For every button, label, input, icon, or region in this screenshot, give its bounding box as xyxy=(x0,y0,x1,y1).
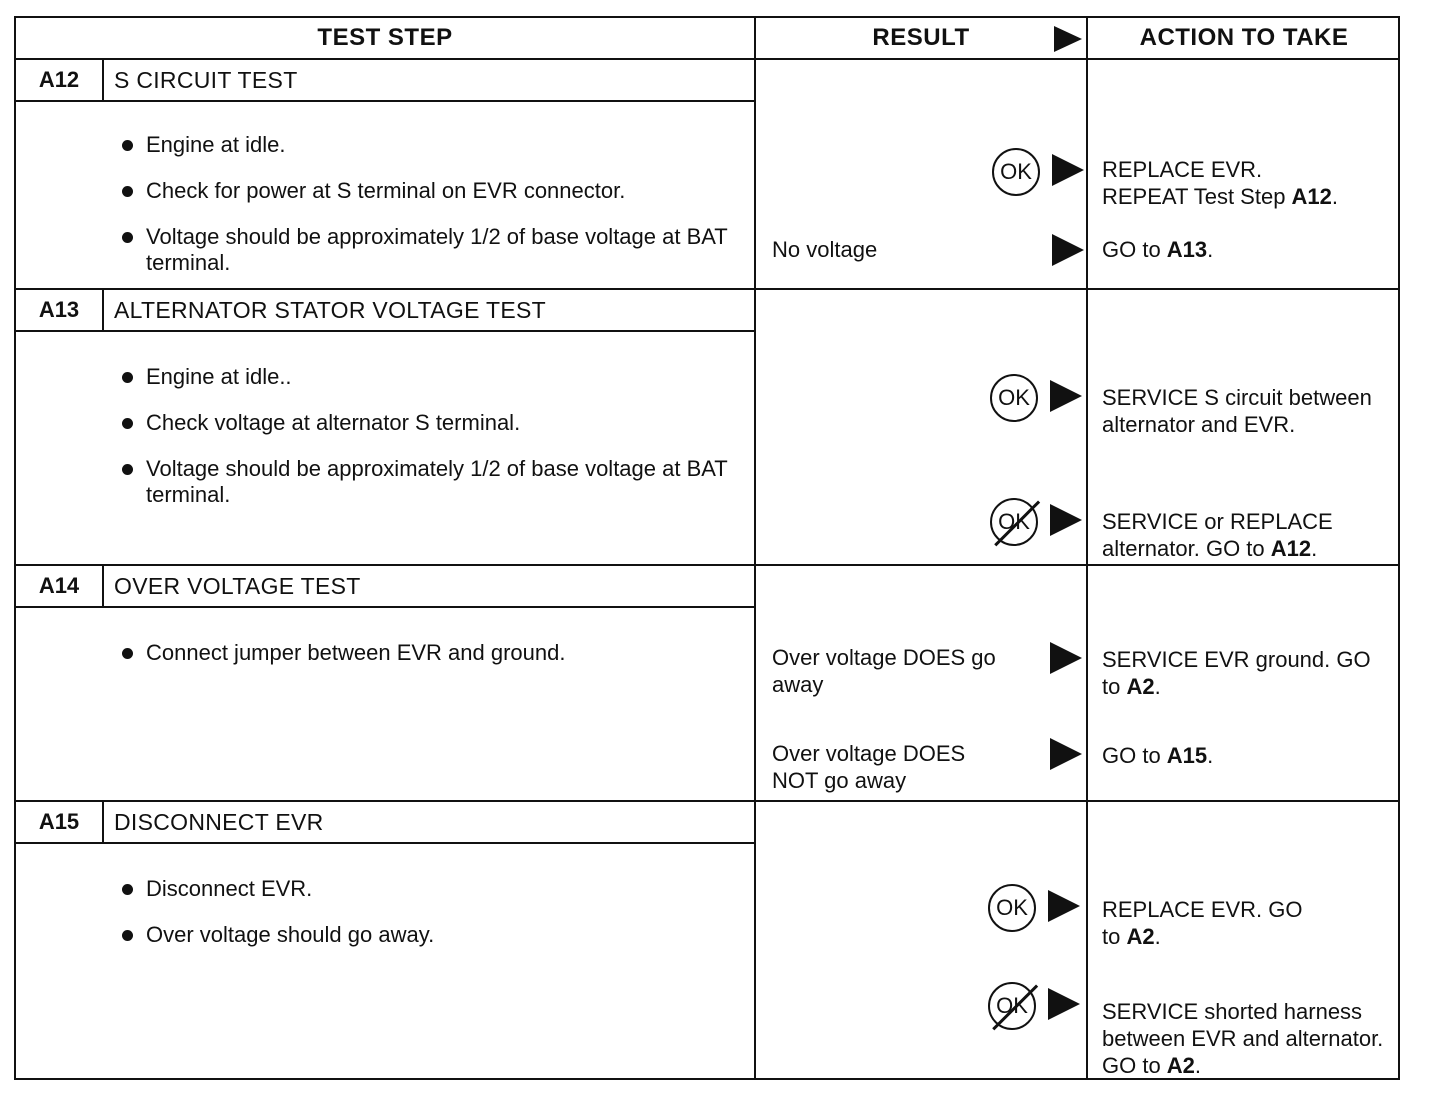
section-a12 xyxy=(14,60,1400,290)
action-text xyxy=(1102,236,1392,263)
bullet-dot-icon xyxy=(122,648,133,659)
arrow-right-icon xyxy=(1050,504,1082,536)
step-ref: A13 xyxy=(1166,237,1208,262)
ok-crossed-icon xyxy=(990,498,1038,546)
action-line: REPLACE EVR. xyxy=(1102,157,1263,182)
test-step-cell xyxy=(16,60,756,288)
bullet-item xyxy=(120,364,740,390)
action-prefix: REPLACE EVR. GO to xyxy=(1102,897,1303,949)
step-title: ALTERNATOR STATOR VOLTAGE TEST xyxy=(114,296,547,323)
action-tail: . xyxy=(1331,184,1339,209)
bullet-dot-icon xyxy=(122,418,133,429)
bullet-item xyxy=(120,876,740,902)
ok-label: OK xyxy=(996,895,1028,920)
section-a14 xyxy=(14,566,1400,802)
step-ref: A2 xyxy=(1126,924,1155,949)
bullet-dot-icon xyxy=(122,930,133,941)
section-a13 xyxy=(14,290,1400,566)
result-cell xyxy=(756,290,1088,564)
step-header xyxy=(16,566,754,608)
bullet-item xyxy=(120,224,740,276)
action-tail: . xyxy=(1194,1053,1202,1078)
ok-label: OK xyxy=(998,509,1030,534)
step-ref: A2 xyxy=(1166,1053,1195,1078)
ok-circle-icon xyxy=(988,884,1036,932)
action-tail: . xyxy=(1207,743,1214,768)
action-prefix: GO to xyxy=(1102,237,1167,262)
step-header xyxy=(16,290,754,332)
arrow-right-icon xyxy=(1050,738,1082,770)
arrow-right-icon xyxy=(1052,234,1084,266)
ok-label: OK xyxy=(996,993,1028,1018)
ok-label: OK xyxy=(1000,159,1032,184)
step-header xyxy=(16,802,754,844)
bullet-dot-icon xyxy=(122,372,133,383)
result-label: No voltage xyxy=(772,237,878,262)
step-header xyxy=(16,60,754,102)
step-id: A14 xyxy=(16,566,104,606)
header-result xyxy=(756,18,1088,58)
step-ref: A12 xyxy=(1291,184,1332,209)
test-step-cell xyxy=(16,802,756,1078)
action-cell xyxy=(1088,802,1400,1078)
action-text: SERVICE S circuit between alternator and EVR. xyxy=(1102,385,1372,437)
result-cell xyxy=(756,566,1088,800)
bullet-dot-icon xyxy=(122,232,133,243)
bullet-text: Disconnect EVR. xyxy=(146,876,313,901)
arrow-right-icon xyxy=(1050,380,1082,412)
header-action: ACTION TO TAKE xyxy=(1139,24,1349,51)
ok-crossed-icon xyxy=(988,982,1036,1030)
action-text xyxy=(1102,742,1392,769)
arrow-right-icon xyxy=(1048,890,1080,922)
arrow-right-icon xyxy=(1052,154,1084,186)
step-title: S CIRCUIT TEST xyxy=(114,66,298,93)
bullet-item xyxy=(120,132,740,158)
arrow-right-icon xyxy=(1054,26,1082,52)
bullet-text: Engine at idle. xyxy=(146,132,286,157)
bullet-text: Over voltage should go away. xyxy=(146,922,435,947)
step-id: A15 xyxy=(16,802,104,842)
action-tail: . xyxy=(1154,674,1161,699)
section-a15 xyxy=(14,802,1400,1080)
result-label: Over voltage DOES go away xyxy=(772,645,996,697)
bullet-item xyxy=(120,456,740,508)
bullet-text: Connect jumper between EVR and ground. xyxy=(146,640,566,665)
bullet-text: Engine at idle.. xyxy=(146,364,292,389)
step-ref: A2 xyxy=(1126,674,1155,699)
step-ref: A12 xyxy=(1270,536,1312,561)
result-label: Over voltage DOES NOT go away xyxy=(772,741,966,793)
bullet-text: Check voltage at alternator S terminal. xyxy=(146,410,521,435)
bullet-text: Check for power at S terminal on EVR connector. xyxy=(146,178,626,203)
bullet-dot-icon xyxy=(122,186,133,197)
action-cell xyxy=(1088,566,1400,800)
action-prefix: REPEAT Test Step xyxy=(1102,184,1292,209)
header-result-label: RESULT xyxy=(872,24,970,51)
action-text xyxy=(1102,508,1392,562)
action-tail: . xyxy=(1207,237,1214,262)
ok-label: OK xyxy=(998,385,1030,410)
arrow-right-icon xyxy=(1050,642,1082,674)
bullet-text: Voltage should be approximately 1/2 of base voltage at BAT terminal. xyxy=(146,456,728,507)
header-test-step: TEST STEP xyxy=(16,18,756,58)
test-step-cell xyxy=(16,290,756,564)
action-text xyxy=(1102,156,1392,210)
action-text xyxy=(1102,998,1392,1079)
ok-circle-icon xyxy=(990,374,1038,422)
diagnostic-chart xyxy=(14,16,1400,1080)
bullet-item xyxy=(120,640,740,666)
bullet-dot-icon xyxy=(122,140,133,151)
step-title: DISCONNECT EVR xyxy=(114,808,324,835)
action-prefix: SERVICE or REPLACE alternator. GO to xyxy=(1102,509,1333,561)
action-cell xyxy=(1088,60,1400,288)
bullet-item xyxy=(120,178,740,204)
action-tail: . xyxy=(1311,536,1318,561)
step-ref: A15 xyxy=(1166,743,1208,768)
action-prefix: GO to xyxy=(1102,743,1167,768)
test-step-cell xyxy=(16,566,756,800)
bullet-text: Voltage should be approximately 1/2 of base voltage at BAT terminal. xyxy=(146,224,728,275)
result-cell xyxy=(756,60,1088,288)
action-line xyxy=(1102,183,1392,210)
header-row xyxy=(14,16,1400,60)
action-prefix: SERVICE EVR ground. GO to xyxy=(1102,647,1371,699)
bullet-dot-icon xyxy=(122,464,133,475)
step-id: A12 xyxy=(16,60,104,100)
step-title: OVER VOLTAGE TEST xyxy=(114,572,361,599)
bullet-item xyxy=(120,922,740,948)
step-id: A13 xyxy=(16,290,104,330)
action-tail: . xyxy=(1154,924,1161,949)
action-cell xyxy=(1088,290,1400,564)
action-prefix: SERVICE shorted harness between EVR and alternator. GO to xyxy=(1102,999,1384,1078)
result-cell xyxy=(756,802,1088,1078)
action-text xyxy=(1102,896,1322,950)
action-text xyxy=(1102,646,1378,700)
arrow-right-icon xyxy=(1048,988,1080,1020)
ok-circle-icon xyxy=(992,148,1040,196)
bullet-dot-icon xyxy=(122,884,133,895)
bullet-item xyxy=(120,410,740,436)
